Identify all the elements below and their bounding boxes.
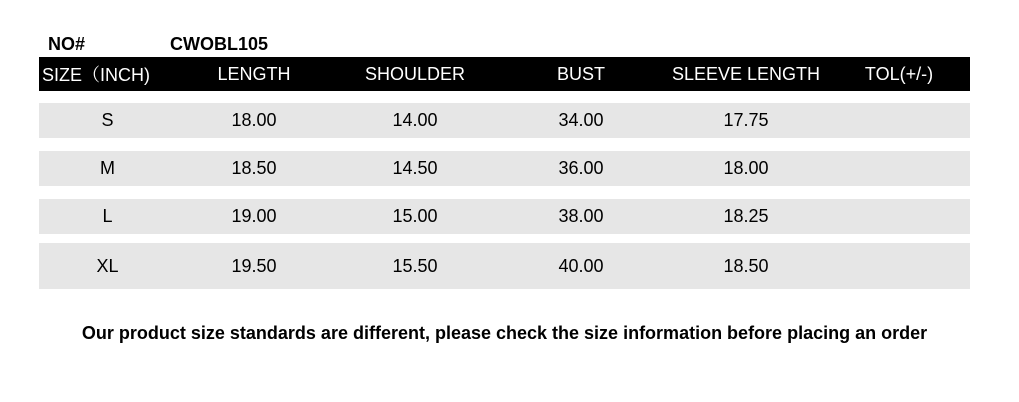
header-sleeve-length: SLEEVE LENGTH — [671, 63, 821, 84]
cell-size: L — [102, 206, 113, 226]
cell-sleeve-length: 18.25 — [723, 206, 769, 226]
cell-bust: 40.00 — [558, 255, 604, 276]
header-shoulder: SHOULDER — [364, 63, 466, 84]
cell-shoulder: 15.00 — [392, 206, 438, 226]
table-header-row — [39, 57, 970, 91]
cell-size: M — [100, 158, 115, 178]
product-no-label: NO# — [48, 34, 86, 54]
size-disclaimer-note: Our product size standards are different, please check the size information before placing an order — [81, 323, 928, 343]
cell-bust: 34.00 — [558, 110, 604, 130]
header-tolerance: TOL(+/-) — [864, 63, 934, 84]
cell-length: 18.50 — [231, 158, 277, 178]
cell-bust: 36.00 — [558, 158, 604, 178]
product-code: CWOBL105 — [170, 34, 269, 54]
table-row-m — [39, 151, 970, 186]
cell-length: 18.00 — [231, 110, 277, 130]
cell-sleeve-length: 18.00 — [723, 158, 769, 178]
cell-size: S — [101, 110, 114, 130]
cell-length: 19.50 — [231, 255, 277, 276]
cell-size: XL — [96, 255, 119, 276]
header-size-inch: SIZE（INCH) — [42, 65, 150, 85]
cell-sleeve-length: 18.50 — [723, 255, 769, 276]
cell-shoulder: 14.00 — [392, 110, 438, 130]
cell-shoulder: 14.50 — [392, 158, 438, 178]
cell-bust: 38.00 — [558, 206, 604, 226]
table-row-s — [39, 103, 970, 138]
header-length: LENGTH — [217, 63, 291, 84]
header-bust: BUST — [556, 63, 605, 84]
cell-sleeve-length: 17.75 — [723, 110, 769, 130]
cell-length: 19.00 — [231, 206, 277, 226]
table-row-l — [39, 199, 970, 234]
table-row-xl — [39, 243, 970, 289]
cell-shoulder: 15.50 — [392, 255, 438, 276]
